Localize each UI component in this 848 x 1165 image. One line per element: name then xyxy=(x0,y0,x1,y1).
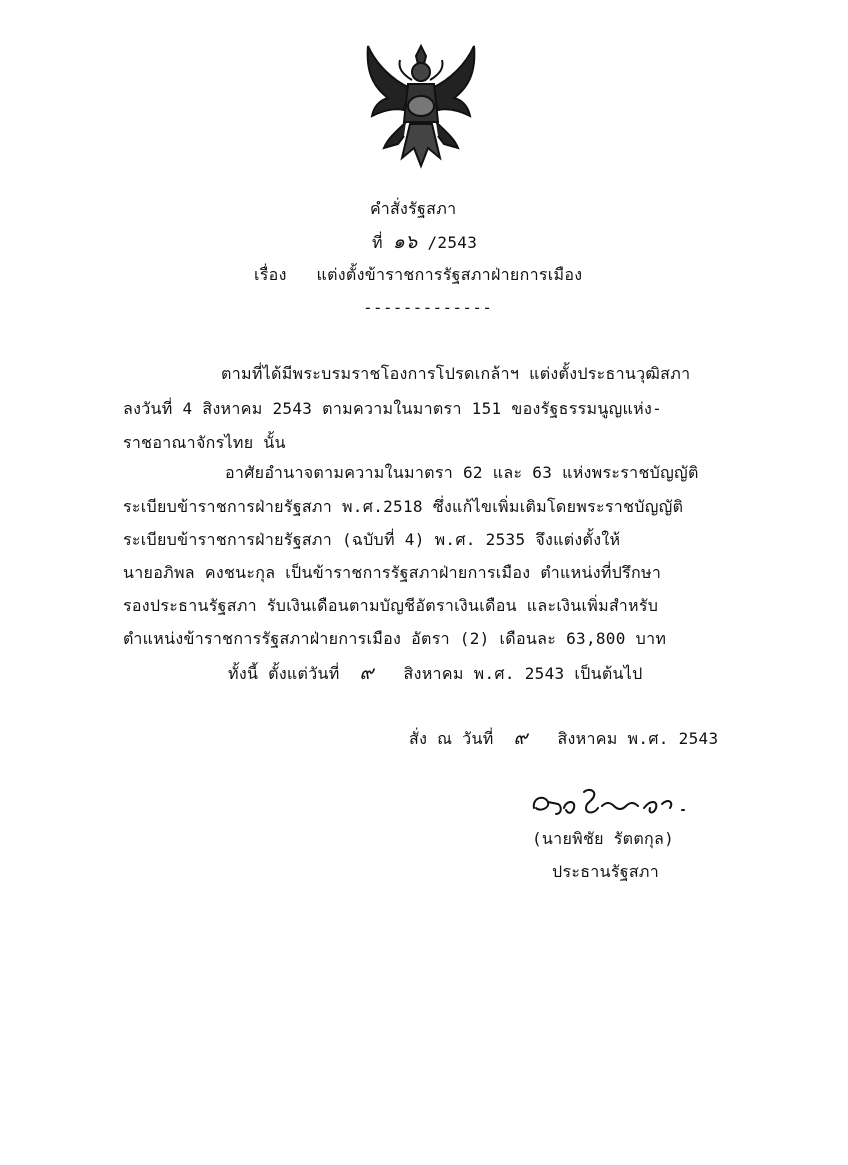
ordered-date-line xyxy=(409,728,718,749)
effective-suffix: สิงหาคม พ.ศ. 2543 เป็นต้นไป xyxy=(403,664,643,683)
ordered-suffix: สิงหาคม พ.ศ. 2543 xyxy=(557,729,719,748)
order-number-prefix: ที่ xyxy=(372,233,383,252)
effective-day-handwritten: ๙ xyxy=(359,662,374,684)
body-line: ราชอาณาจักรไทย นั้น xyxy=(123,433,286,452)
effective-prefix: ทั้งนี้ ตั้งแต่วันที่ xyxy=(228,664,340,683)
body-line: ลงวันที่ 4 สิงหาคม 2543 ตามความในมาตรา 151 ของรัฐธรรมนูญแห่ง- xyxy=(123,399,663,418)
subject-line xyxy=(254,265,582,285)
body-line: ระเบียบข้าราชการฝ่ายรัฐสภา พ.ศ.2518 ซึ่งแก้ไขเพิ่มเติมโดยพระราชบัญญัติ xyxy=(123,497,684,516)
ordered-prefix: สั่ง ณ วันที่ xyxy=(409,729,494,748)
signatory-position: ประธานรัฐสภา xyxy=(552,862,660,881)
body-line: รองประธานรัฐสภา รับเงินเดือนตามบัญชีอัตราเงินเดือน และเงินเพิ่มสำหรับ xyxy=(123,596,659,615)
order-number-suffix: /2543 xyxy=(427,233,478,252)
body-line: นายอภิพล คงชนะกุล เป็นข้าราชการรัฐสภาฝ่ายการเมือง ตำแหน่งที่ปรึกษา xyxy=(123,563,662,582)
ordered-day-handwritten: ๙ xyxy=(513,727,528,749)
order-number-handwritten: ๑๖ xyxy=(392,231,418,253)
signatory-name: (นายพิชัย รัตตกุล) xyxy=(532,829,675,848)
garuda-emblem-icon xyxy=(358,40,484,172)
handwritten-signature xyxy=(528,786,704,822)
order-number xyxy=(372,232,477,253)
body-line: ตามที่ได้มีพระบรมราชโองการโปรดเกล้าฯ แต่งตั้งประธานวุฒิสภา xyxy=(221,364,691,383)
separator-line: ------------- xyxy=(363,298,493,317)
subject-text: แต่งตั้งข้าราชการรัฐสภาฝ่ายการเมือง xyxy=(316,265,583,284)
body-line: อาศัยอำนาจตามความในมาตรา 62 และ 63 แห่งพระราชบัญญัติ xyxy=(225,463,699,482)
body-line: ตำแหน่งข้าราชการรัฐสภาฝ่ายการเมือง อัตรา (2) เดือนละ 63,800 บาท xyxy=(123,629,667,648)
order-title: คำสั่งรัฐสภา xyxy=(370,199,457,218)
effective-date-line xyxy=(228,663,643,684)
body-line: ระเบียบข้าราชการฝ่ายรัฐสภา (ฉบับที่ 4) พ.ศ. 2535 จึงแต่งตั้งให้ xyxy=(123,530,621,549)
subject-label: เรื่อง xyxy=(254,265,287,284)
